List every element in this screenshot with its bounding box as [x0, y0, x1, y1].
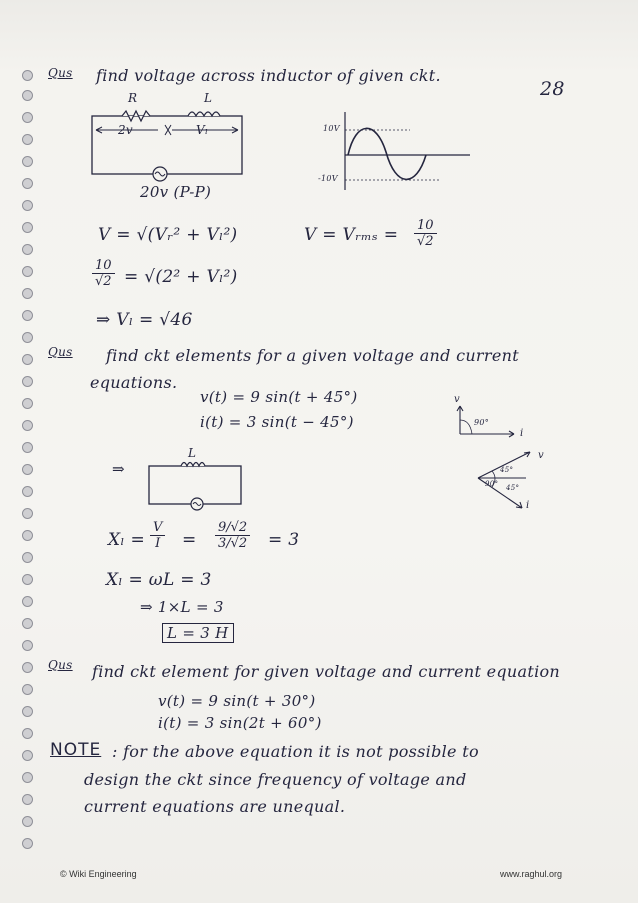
q1-result: ⇒ Vₗ = √46 — [96, 310, 193, 330]
q1-circuit-diagram — [88, 108, 248, 188]
q1-vr-label: 2v — [118, 123, 134, 137]
q2-question-line1: find ckt elements for a given voltage and current — [106, 346, 519, 365]
q2-phasor-i: i — [520, 428, 524, 439]
q1-l-label: L — [204, 91, 213, 105]
q2-phasor2-i: i — [526, 500, 530, 511]
q2-phasor2-v: v — [538, 450, 544, 461]
q2-wl2: ⇒ 1×L = 3 — [140, 598, 224, 616]
page-number: 28 — [540, 78, 565, 100]
q2-xl-fraction-2 — [215, 520, 250, 551]
q1-marker: Qus — [48, 66, 73, 80]
q2-eq-i: i(t) = 3 sin(t − 45°) — [200, 413, 354, 431]
q2-circuit-l-label: L — [188, 446, 197, 460]
q2-phasor2-angle-b: 90° — [485, 480, 499, 488]
q2-xl-den2: 3/√2 — [218, 536, 248, 551]
note-label: NOTE — [50, 740, 102, 760]
q2-circuit-diagram — [145, 462, 245, 512]
q2-phasor2-angle-c: 45° — [506, 484, 520, 492]
q2-xl-result: = 3 — [268, 530, 300, 550]
q2-eq-v: v(t) = 9 sin(t + 45°) — [200, 388, 358, 406]
q3-eq-i: i(t) = 3 sin(2t + 60°) — [158, 714, 322, 732]
q1-eq2-num: 10 — [92, 258, 115, 274]
note-line1: : for the above equation it is not possible to — [112, 742, 479, 761]
q1-eq-rms: V = Vᵣₘₛ = — [304, 225, 399, 245]
q1-rms-fraction — [414, 218, 437, 249]
q2-xl-mid: = — [182, 530, 197, 550]
q2-xl-fraction-1 — [150, 520, 165, 551]
q2-wl: Xₗ = ωL = 3 — [106, 570, 212, 590]
q2-phasor-v: v — [454, 394, 460, 405]
note-line3: current equations are unequal. — [84, 797, 346, 816]
q1-eq2-rhs: = √(2² + Vₗ²) — [124, 267, 238, 287]
q1-wave-bottom-label: -10V — [318, 174, 338, 183]
q3-question: find ckt element for given voltage and current equation — [92, 662, 561, 681]
q2-angle-label: 90° — [474, 418, 490, 427]
q3-eq-v: v(t) = 9 sin(t + 30°) — [158, 692, 316, 710]
footer-copyright: © Wiki Engineering — [60, 869, 137, 879]
q1-eq-v: V = √(Vᵣ² + Vₗ²) — [98, 225, 238, 245]
q1-sine-wave-graph — [330, 112, 480, 192]
q3-marker: Qus — [48, 658, 73, 672]
q2-xl-num1: V — [150, 520, 165, 536]
q1-eq2-fraction — [92, 258, 115, 289]
q1-rms-num: 10 — [414, 218, 437, 234]
binding-holes — [22, 60, 38, 860]
q2-xl-num2: 9/√2 — [215, 520, 250, 536]
q2-xl-den1: I — [155, 536, 161, 551]
q1-rms-den: √2 — [417, 234, 434, 249]
q2-question-line2: equations. — [90, 373, 178, 392]
q2-phasor2-angle-a: 45° — [500, 466, 514, 474]
q1-vl-label: Vₗ — [196, 123, 209, 137]
q1-question: find voltage across inductor of given ckt. — [96, 66, 441, 85]
q2-answer-box: L = 3 H — [162, 623, 234, 643]
q2-marker: Qus — [48, 345, 73, 359]
q2-xl-lhs: Xₗ = — [108, 530, 146, 550]
q1-r-label: R — [128, 91, 138, 105]
q1-wave-top-label: 10V — [323, 124, 340, 133]
q1-eq2-den: √2 — [95, 274, 112, 289]
q2-arrow: ⇒ — [112, 460, 125, 478]
q1-source-label: 20v (P-P) — [140, 183, 212, 201]
footer-website[interactable]: www.raghul.org — [499, 869, 562, 879]
note-line2: design the ckt since frequency of voltage and — [84, 770, 467, 789]
